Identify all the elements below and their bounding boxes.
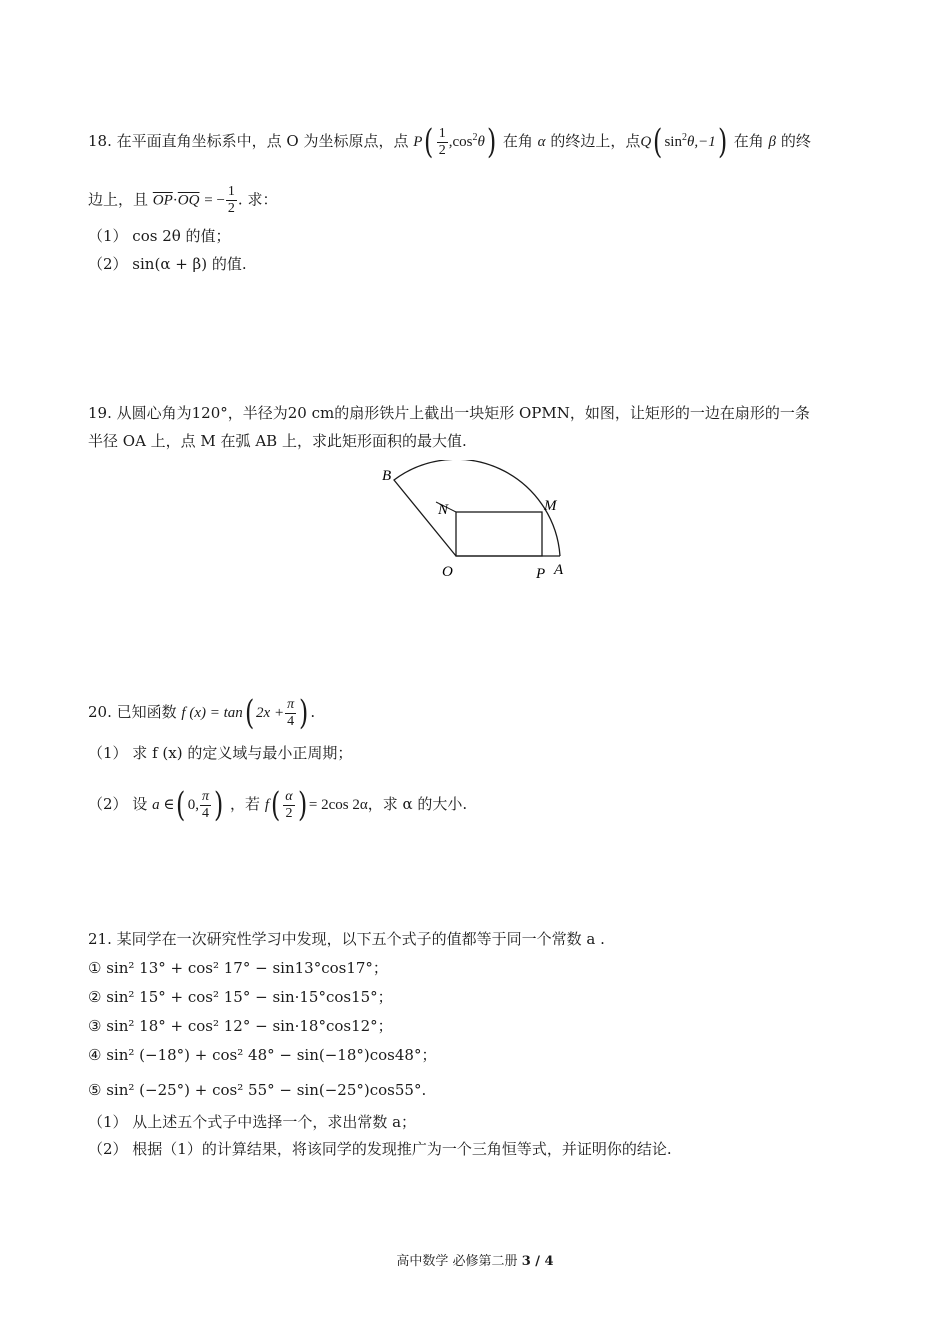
footer-title: 高中数学 必修第二册 — [396, 1254, 522, 1269]
q21-item-4: ④ sin² (−18°) + cos² 48° − sin(−18°)cos48°； — [88, 1046, 437, 1064]
q18-text-a: 18. 在平面直角坐标系中，点 O 为坐标原点，点 — [88, 132, 409, 150]
q20-f-paren-open: ( — [270, 785, 281, 825]
q20-frac-num: π — [287, 696, 295, 712]
q20-interval-close: ) — [213, 785, 224, 825]
q20-interval-open: ( — [176, 785, 186, 825]
q20-frac3-den: 2 — [285, 805, 293, 821]
q18-line2 — [88, 184, 277, 217]
q18-line2-text-a: 边上，且 — [88, 190, 149, 209]
q20-line1 — [88, 693, 316, 733]
q19-line1: 19. 从圆心角为120°，半径为20 cm的扇形铁片上截出一块矩形 OPMN，如图，让矩形的一边在扇形的一条 — [88, 404, 810, 422]
q18-sub2: （2） sin(α + β) 的值. — [88, 255, 247, 273]
q18-frac-neg-half — [226, 184, 237, 217]
q18-point-q: Q — [640, 134, 652, 150]
q18-beta: β — [768, 134, 777, 150]
q20-paren-open: ( — [244, 693, 255, 733]
q18-text-e: 的终 — [780, 132, 811, 150]
q18-paren-open: ( — [424, 122, 434, 162]
q18-text-c: 的终边上，点 — [550, 132, 641, 150]
q18-paren-close: ) — [486, 122, 497, 162]
q18-text-d: 在角 — [733, 132, 764, 150]
q20-sub2-text-b: ，若 — [230, 795, 261, 813]
q19-line2: 半径 OA 上，点 M 在弧 AB 上，求此矩形面积的最大值. — [88, 432, 467, 450]
q20-sub2 — [88, 785, 468, 825]
q20-frac-den: 4 — [287, 713, 295, 729]
q18-sin-sq: 2 — [681, 132, 687, 143]
q18-line1 — [88, 122, 811, 162]
q21-item-3: ③ sin² 18° + cos² 12° − sin·18°cos12°； — [88, 1017, 393, 1035]
q20-text-a: 20. 已知函数 — [88, 703, 177, 721]
q18-vector-op: $\overline{OP}$ — [152, 192, 173, 209]
label-n: N — [438, 502, 449, 518]
q20-frac2-num: π — [201, 788, 209, 804]
q20-frac-alpha2 — [283, 789, 294, 822]
q18-dot: · — [172, 192, 178, 209]
rectangle-opmn — [456, 512, 542, 556]
q18-frac-den: 2 — [438, 142, 446, 158]
label-b: B — [382, 468, 392, 484]
q21-sub2: （2） 根据（1）的计算结果，将该同学的发现推广为一个三角恒等式，并证明你的结论. — [88, 1140, 672, 1158]
q20-f: f — [264, 797, 269, 813]
label-p: P — [536, 566, 546, 582]
sector-rectangle-figure — [372, 460, 582, 585]
q18-line2-text-b: . 求： — [237, 190, 278, 209]
q21-line1: 21. 某同学在一次研究性学习中发现，以下五个式子的值都等于同一个常数 a . — [88, 930, 605, 948]
q20-sub2-text-d: ，求 α 的大小. — [367, 795, 468, 813]
sector-outline — [394, 460, 560, 556]
q20-frac2-den: 4 — [201, 805, 209, 821]
q20-frac3-num: α — [285, 788, 293, 804]
q18-theta: θ — [477, 134, 485, 150]
q18-sin: sin — [664, 134, 682, 150]
q18-alpha: α — [537, 134, 546, 150]
q18-paren-open-2: ( — [653, 122, 663, 162]
label-m: M — [544, 498, 557, 514]
q18-point-p: P — [413, 134, 423, 150]
q18-frac2-den: 2 — [227, 201, 235, 216]
q20-frac-pi4-2 — [200, 789, 211, 822]
q18-vector-oq: $\overline{OQ}$ — [177, 192, 200, 209]
q21-sub1: （1） 从上述五个式子中选择一个，求出常数 a； — [88, 1113, 417, 1131]
q20-a-in: a ∈ — [152, 797, 175, 813]
q18-frac-num: 1 — [438, 125, 446, 141]
q18-paren-close-2: ) — [717, 122, 727, 162]
q20-text-b: . — [310, 703, 316, 721]
q20-func: f (x) = tan — [181, 705, 243, 721]
q20-zero: 0, — [187, 797, 199, 813]
q20-sub2-text-a: （2） 设 — [88, 795, 148, 813]
q18-text-b: 在角 — [502, 132, 533, 150]
q21-item-5: ⑤ sin² (−25°) + cos² 55° − sin(−25°)cos55°. — [88, 1081, 427, 1099]
q20-arg: 2x + — [256, 705, 285, 721]
q18-sub1: （1） cos 2θ 的值； — [88, 227, 231, 245]
page-footer — [0, 1250, 950, 1269]
q18-equals: = − — [204, 192, 225, 209]
q18-q-rest: θ,−1 — [686, 134, 716, 150]
q18-frac2-num: 1 — [227, 184, 235, 199]
label-a: A — [554, 562, 564, 578]
q20-frac-pi4 — [285, 697, 296, 730]
q18-cos: ,cos — [448, 134, 473, 150]
q18-frac-half — [437, 126, 448, 159]
q18-cos-sq: 2 — [472, 132, 478, 143]
q20-sub1: （1） 求 f (x) 的定义域与最小正周期； — [88, 744, 353, 762]
q20-sub2-eq: = 2cos 2α — [308, 797, 368, 813]
page-number: 3 / 4 — [521, 1254, 554, 1269]
q21-item-2: ② sin² 15° + cos² 15° − sin·15°cos15°； — [88, 988, 393, 1006]
q20-paren-close: ) — [299, 693, 309, 733]
q21-item-1: ① sin² 13° + cos² 17° − sin13°cos17°； — [88, 959, 388, 977]
q20-f-paren-close: ) — [297, 785, 307, 825]
label-o: O — [442, 564, 453, 580]
